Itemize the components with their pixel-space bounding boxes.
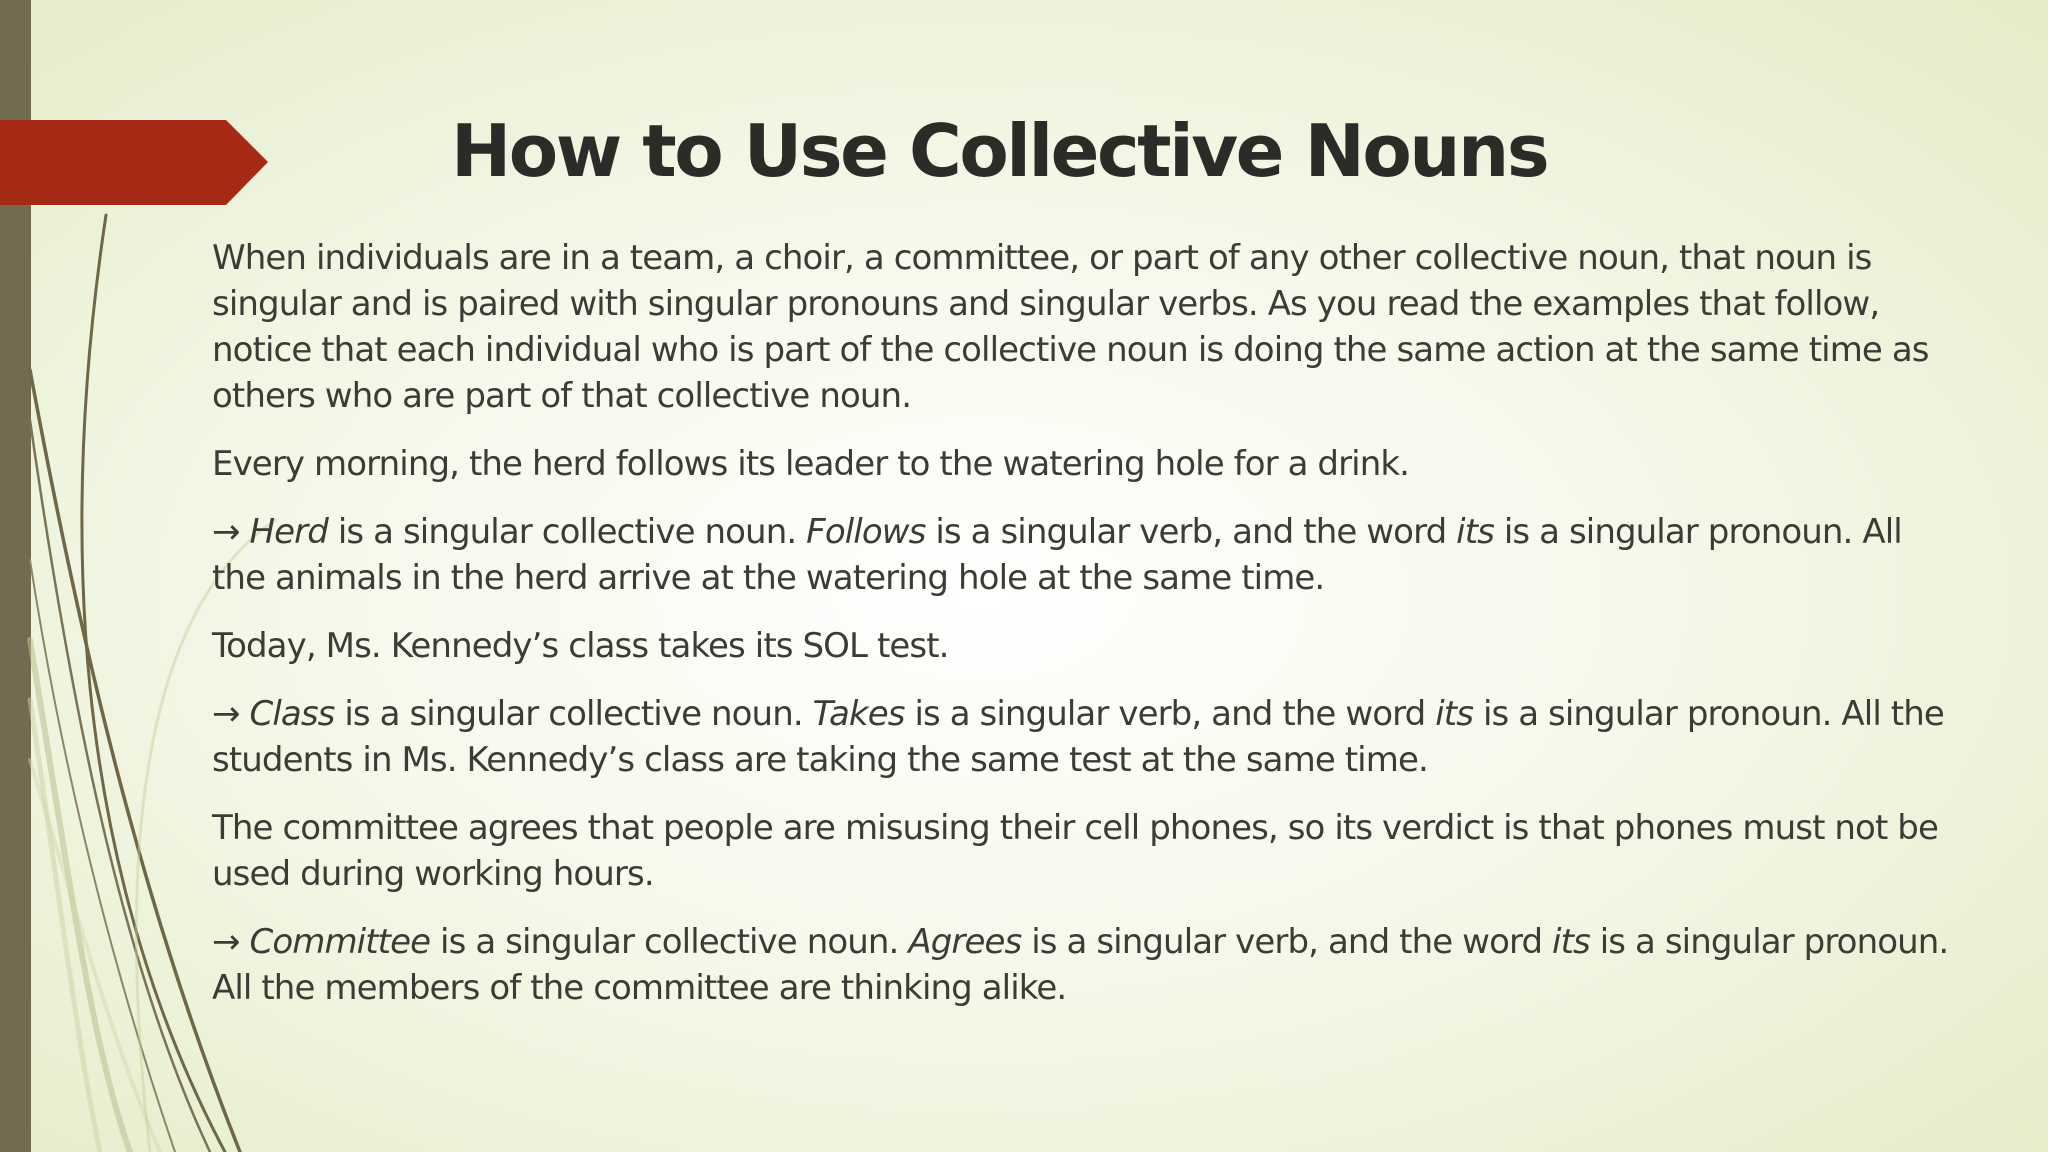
- italic-term: Class: [249, 694, 335, 734]
- body-paragraph: [212, 691, 1952, 783]
- slide-body: [212, 235, 1952, 1033]
- text-run: is a singular verb, and the word: [904, 694, 1436, 734]
- text-run: Today, Ms. Kennedy’s class takes its SOL test.: [212, 626, 949, 666]
- italic-term: Committee: [249, 922, 431, 962]
- body-paragraph: [212, 623, 1952, 669]
- text-run: is a singular verb, and the word: [925, 512, 1457, 552]
- italic-term: its: [1456, 512, 1494, 552]
- italic-term: Agrees: [908, 922, 1022, 962]
- text-run: is a singular collective noun.: [430, 922, 909, 962]
- red-arrow-ribbon: [0, 120, 268, 205]
- italic-term: its: [1552, 922, 1590, 962]
- body-paragraph: [212, 919, 1952, 1011]
- text-run: The committee agrees that people are misusing their cell phones, so its verdict is that phones must not be used during working hours.: [212, 808, 1938, 894]
- body-paragraph: [212, 235, 1952, 419]
- slide-title: How to Use Collective Nouns: [451, 109, 1548, 193]
- italic-term: its: [1435, 694, 1474, 734]
- text-run: →: [212, 922, 250, 962]
- italic-term: Follows: [806, 512, 926, 552]
- text-run: is a singular pronoun. All the members of the committee are thinking alike.: [212, 922, 1949, 1008]
- text-run: is a singular pronoun. All the animals in the herd arrive at the watering hole at the same time.: [212, 512, 1902, 598]
- body-paragraph: [212, 441, 1952, 487]
- text-run: is a singular verb, and the word: [1021, 922, 1553, 962]
- body-paragraph: [212, 805, 1952, 897]
- text-run: →: [212, 512, 250, 552]
- text-run: is a singular pronoun. All the students in Ms. Kennedy’s class are taking the same test at the same time.: [212, 694, 1944, 780]
- italic-term: Takes: [812, 694, 905, 734]
- italic-term: Herd: [249, 512, 328, 552]
- text-run: →: [212, 694, 250, 734]
- text-run: Every morning, the herd follows its leader to the watering hole for a drink.: [212, 444, 1410, 484]
- curve-line: [30, 370, 240, 1152]
- body-paragraph: [212, 509, 1952, 601]
- text-run: is a singular collective noun.: [327, 512, 807, 552]
- text-run: When individuals are in a team, a choir, a committee, or part of any other collective noun, that noun is singular and is paired with singular pronouns and singular verbs. As you read the examples that follow, notice that each individual who is part of the collective noun is doing the same action at the same time as others who are part of that collective noun.: [212, 238, 1929, 416]
- text-run: is a singular collective noun.: [334, 694, 813, 734]
